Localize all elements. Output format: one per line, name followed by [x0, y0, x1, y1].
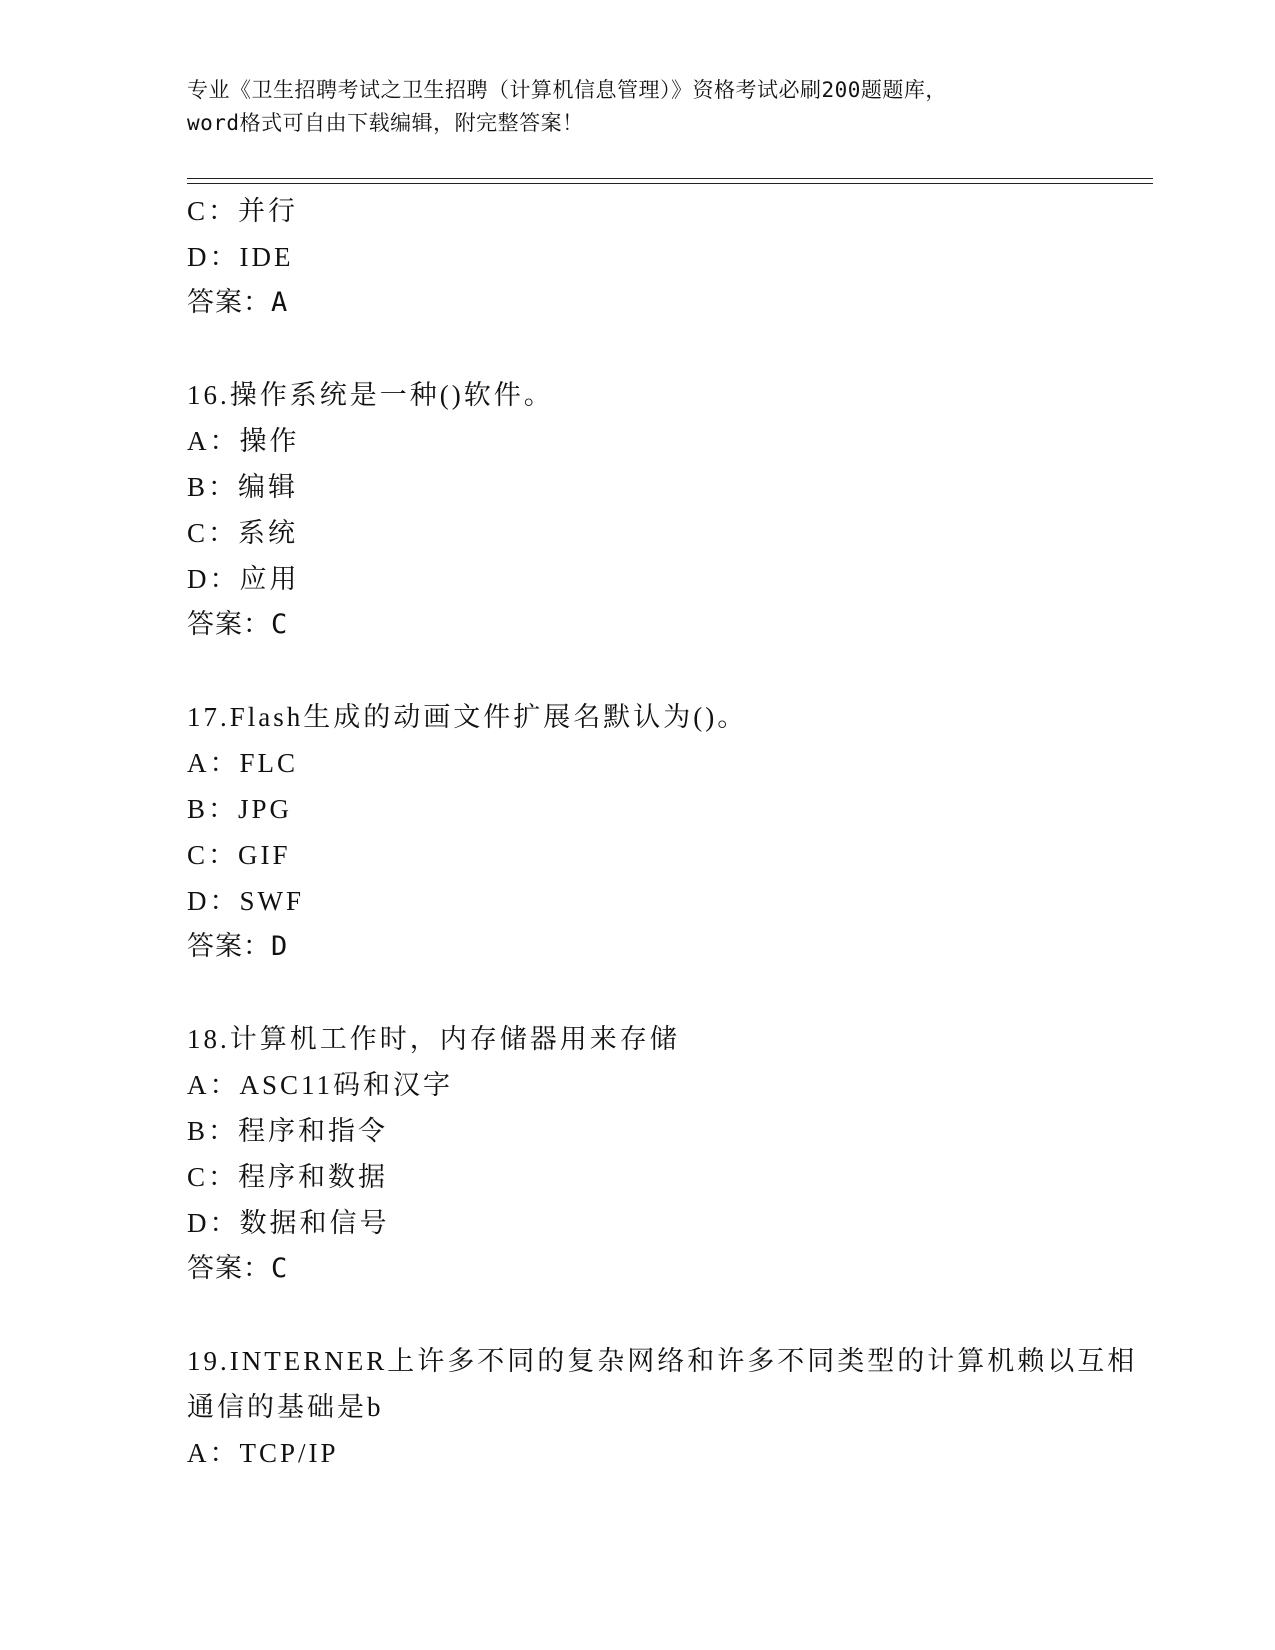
- answer: 答案：C: [187, 1253, 289, 1284]
- question-text: 16.操作系统是一种()软件。: [187, 380, 554, 410]
- question-15-tail: [187, 188, 1087, 326]
- option-a: A：操作: [187, 426, 300, 456]
- option-d: D：数据和信号: [187, 1208, 390, 1238]
- question-list: [187, 188, 1138, 1476]
- header-divider-bottom: [187, 183, 1153, 184]
- document-header: [187, 74, 1087, 140]
- header-title-line-2: word格式可自由下载编辑，附完整答案！: [187, 111, 584, 135]
- question-19: [187, 1338, 1138, 1476]
- header-title-line-1: 专业《卫生招聘考试之卫生招聘（计算机信息管理）》资格考试必刷200题题库，: [187, 78, 947, 102]
- option-c: C：GIF: [187, 840, 291, 870]
- spacer: [187, 1292, 1087, 1338]
- answer: 答案：D: [187, 931, 289, 962]
- question-text: 18.计算机工作时，内存储器用来存储: [187, 1024, 680, 1054]
- option-d: D：IDE: [187, 242, 294, 272]
- spacer: [187, 648, 1087, 694]
- spacer: [187, 970, 1087, 1016]
- question-16: [187, 372, 1087, 648]
- option-d: D：应用: [187, 564, 300, 594]
- option-b: B：程序和指令: [187, 1116, 389, 1146]
- answer: 答案：C: [187, 609, 289, 640]
- option-a: A：FLC: [187, 748, 299, 778]
- option-a: A：ASC11码和汉字: [187, 1070, 454, 1100]
- question-17: [187, 694, 1087, 970]
- option-a: A：TCP/IP: [187, 1438, 339, 1468]
- option-c: C：程序和数据: [187, 1162, 389, 1192]
- question-text-line-2: 通信的基础是b: [187, 1392, 384, 1422]
- header-divider-top: [187, 178, 1153, 179]
- option-b: B：JPG: [187, 794, 293, 824]
- option-b: B：编辑: [187, 472, 299, 502]
- question-text-line-1: 19.INTERNER上许多不同的复杂网络和许多不同类型的计算机赖以互相: [187, 1346, 1138, 1376]
- option-c: C：系统: [187, 518, 299, 548]
- spacer: [187, 326, 1087, 372]
- option-c: C：并行: [187, 196, 299, 226]
- question-18: [187, 1016, 1087, 1292]
- answer: 答案：A: [187, 287, 289, 318]
- option-d: D：SWF: [187, 886, 305, 916]
- question-text: 17.Flash生成的动画文件扩展名默认为()。: [187, 702, 748, 732]
